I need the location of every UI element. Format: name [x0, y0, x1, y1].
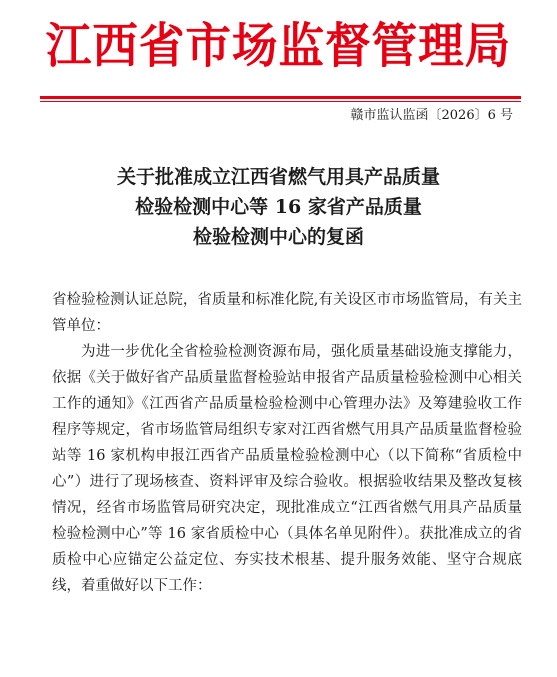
masthead-red-rule-thick: [40, 96, 521, 99]
issuing-authority-masthead: 江西省市场监督管理局: [45, 18, 512, 74]
body-paragraph-1: 为进一步优化全省检验检测资源布局，强化质量基础设施支撑能力，依据《关于做好省产品质量监督检验站申报省产品质量检验检测中心相关工作的通知》《江西省产品质量检验检测中心管理办法》及筹建验收工作程序等规定，省市场监管局组织专家对江西省燃气用具产品质量监督检验站等 16 家机构申报江西省产品质量检验检测中心（以下简称“省质检中心”）进行了现场核查、资料评审及综合验收。根据验收结果及整改复核情况，经省市场监管局研究决定，现批准成立“江西省燃气用具产品质量检验检测中心”等 16 家省质检中心（具体名单见附件）。获批准成立的省质检中心应锚定公益定位、夯实技术根基、提升服务效能、坚守合规底线，着重做好以下工作：: [52, 344, 522, 594]
document-body: [52, 287, 522, 599]
document-number: 赣市监认监函〔2026〕6 号: [350, 108, 513, 123]
document-title: [0, 162, 557, 252]
title-line-2: 检验检测中心等 16 家省产品质量: [135, 196, 422, 218]
title-line-3: 检验检测中心的复函: [192, 226, 364, 248]
title-line-1: 关于批准成立江西省燃气用具产品质量: [116, 166, 440, 188]
masthead-red-rule-thin: [40, 101, 521, 102]
salutation: 省检验检测认证总院，省质量和标准化院,有关设区市市场监管局，有关主管单位：: [52, 292, 522, 334]
